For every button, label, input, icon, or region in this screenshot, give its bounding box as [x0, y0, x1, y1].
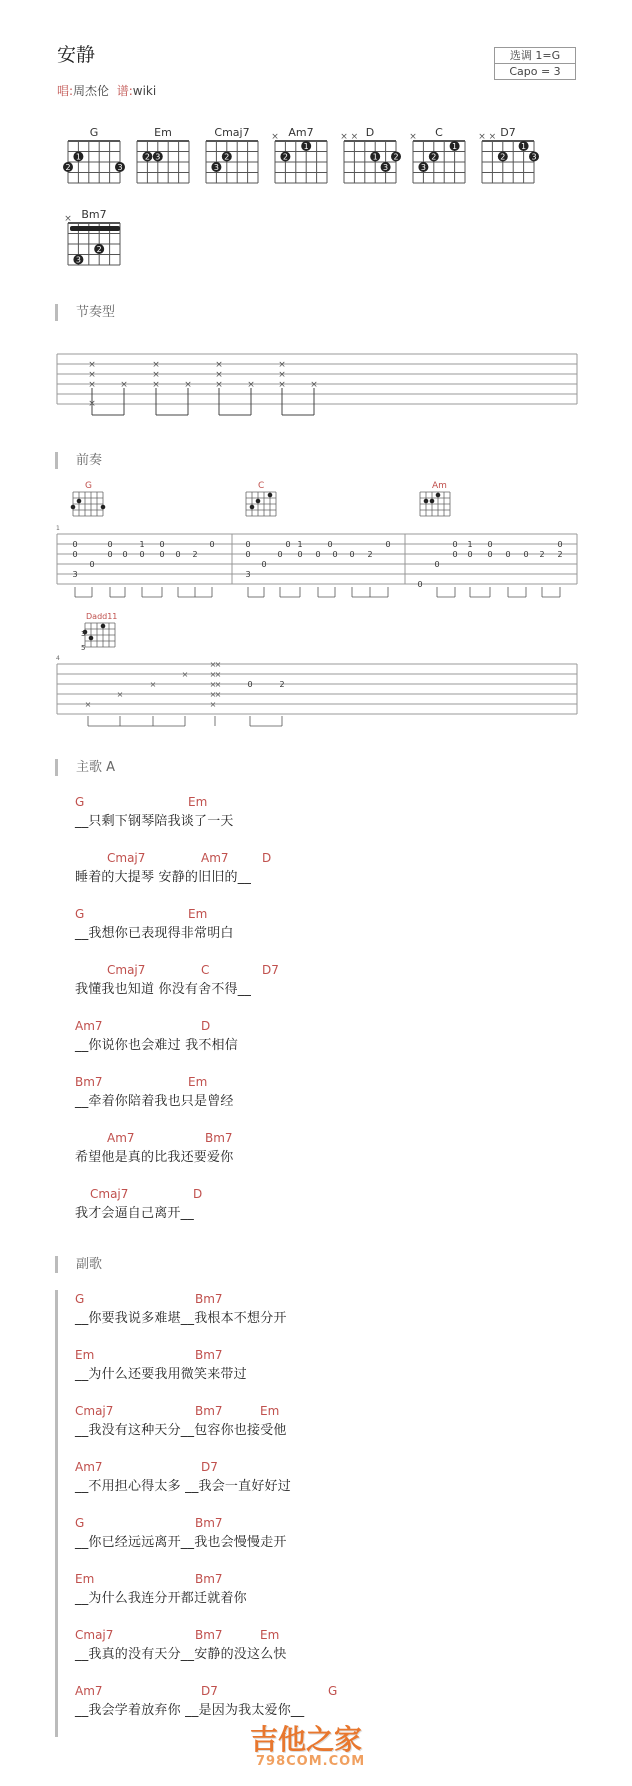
- intro-chord-am: Am: [432, 481, 447, 491]
- tab-note: 0: [159, 540, 165, 549]
- chord-label: G: [75, 907, 85, 921]
- tab-note: 0: [434, 560, 440, 569]
- chord-label: Cmaj7: [90, 1187, 129, 1201]
- tab-label: 谱:: [116, 84, 133, 98]
- tab-note: 0: [452, 550, 458, 559]
- chord-label: Bm7: [195, 1348, 223, 1362]
- chord-label: Am7: [201, 851, 229, 865]
- chorus-bar: [55, 1290, 58, 1737]
- strum-mark: ×: [209, 660, 217, 669]
- tab-note: 0: [89, 560, 95, 569]
- strum-mark: ×: [278, 360, 286, 370]
- chord-diagram-g: [63, 126, 125, 183]
- svg-text:×: ×: [488, 132, 497, 142]
- svg-text:2: 2: [224, 152, 230, 162]
- chord-label: Bm7: [195, 1628, 223, 1642]
- strum-mark: ×: [120, 380, 128, 390]
- chord-label: D: [262, 851, 272, 865]
- chord-label: D7: [201, 1684, 218, 1698]
- lyric-text: __牵着你陪着我也只是曾经: [75, 1094, 234, 1109]
- tab-note: 0: [327, 540, 333, 549]
- chorus-line: [75, 1516, 595, 1556]
- lyric-text: 我才会逼自己离开__: [75, 1206, 195, 1221]
- tab-note: 0: [122, 550, 128, 559]
- svg-text:2: 2: [500, 152, 506, 162]
- strum-mark: ×: [116, 690, 124, 699]
- strum-mark: ×: [215, 380, 223, 390]
- chord-label: G: [75, 795, 85, 809]
- key-capo-box: [494, 47, 576, 80]
- svg-text:×: ×: [409, 132, 417, 142]
- intro-chord-g: G: [85, 481, 92, 491]
- chorus-line: [75, 1292, 595, 1332]
- chord-label: G: [75, 1292, 85, 1306]
- strum-mark: ×: [209, 690, 217, 699]
- strum-mark: ×: [209, 680, 217, 689]
- dadd-fret-3: 3: [81, 630, 86, 638]
- chord-label: Cmaj7: [75, 1628, 114, 1642]
- tab-note: 0: [467, 550, 473, 559]
- tab-note: 1: [467, 540, 473, 549]
- tab-note: 0: [557, 540, 563, 549]
- chord-label: Em: [188, 907, 208, 921]
- strum-mark: ×: [215, 360, 223, 370]
- strum-mark: ×: [184, 380, 192, 390]
- rhythm-staff: [57, 354, 577, 404]
- singer-label: 唱:: [57, 84, 74, 98]
- tab-note: 0: [315, 550, 321, 559]
- strum-mark: ×: [214, 690, 222, 699]
- chord-label: C: [201, 963, 210, 977]
- dadd-fret-5: 5: [81, 644, 86, 652]
- tab-note: 0: [261, 560, 267, 569]
- intro-tab: [0, 478, 632, 734]
- strum-mark: ×: [149, 680, 157, 689]
- svg-text:3: 3: [155, 152, 161, 162]
- tab-note: 0: [385, 540, 391, 549]
- measure-number-1: 1: [56, 525, 60, 532]
- chord-label: Bm7: [195, 1516, 223, 1530]
- section-rhythm: 节奏型: [55, 304, 115, 321]
- chord-label: D: [201, 1019, 211, 1033]
- svg-text:1: 1: [303, 142, 309, 151]
- chorus-line: [75, 1404, 595, 1444]
- tab-note: 0: [349, 550, 355, 559]
- intro-staff-1: [57, 534, 577, 584]
- tab-note: 2: [557, 550, 563, 559]
- strum-mark: ×: [88, 380, 96, 390]
- lyric-text: __只剩下钢琴陪我谈了一天: [75, 814, 234, 829]
- song-title: 安静: [57, 44, 96, 66]
- strum-mark: ×: [84, 700, 92, 709]
- chord-label: D: [193, 1187, 203, 1201]
- tab-note: 0: [245, 550, 251, 559]
- lyric-text: __你要我说多难堪__我根本不想分开: [75, 1311, 287, 1326]
- tab-author: wiki: [132, 84, 157, 98]
- svg-text:2: 2: [393, 152, 399, 162]
- svg-text:1: 1: [75, 152, 81, 162]
- chord-label: G: [75, 1516, 85, 1530]
- tab-note: 1: [297, 540, 303, 549]
- tab-note: 2: [367, 550, 373, 559]
- chord-label: G: [328, 1684, 338, 1698]
- intro-chord-c: C: [258, 481, 265, 491]
- chord-label: Bm7: [195, 1404, 223, 1418]
- chord-label: Bm7: [195, 1292, 223, 1306]
- strum-mark: ×: [278, 370, 286, 380]
- lyric-text: __为什么还要我用微笑来带过: [75, 1367, 247, 1382]
- mini-chord-box: [71, 492, 106, 516]
- verse-line: [75, 1075, 595, 1115]
- key-label: 选调 1=G: [509, 49, 561, 62]
- tab-note: 2: [192, 550, 198, 559]
- chord-name: C: [435, 126, 443, 139]
- lyric-text: 希望他是真的比我还要爱你: [75, 1150, 234, 1165]
- chorus-line: [75, 1460, 595, 1500]
- svg-text:×: ×: [271, 132, 279, 142]
- strum-mark: ×: [215, 370, 223, 380]
- chord-diagram-bm7: [64, 208, 120, 265]
- site-watermark-logo: 吉他之家: [250, 1723, 363, 1756]
- section-intro: 前奏: [55, 452, 102, 469]
- svg-text:2: 2: [65, 163, 71, 172]
- svg-text:×: ×: [340, 132, 348, 142]
- chord-diagram-cmaj7: [206, 126, 258, 183]
- svg-text:3: 3: [75, 255, 81, 265]
- svg-text:3: 3: [213, 163, 219, 172]
- tab-note: 0: [159, 550, 165, 559]
- tab-note: 2: [279, 680, 285, 689]
- verse-line: [75, 1131, 595, 1171]
- svg-text:2: 2: [96, 245, 102, 254]
- chord-label: Em: [188, 1075, 208, 1089]
- strum-mark: ×: [247, 380, 255, 390]
- tab-note: 1: [139, 540, 145, 549]
- rhythm-tab: [0, 350, 632, 425]
- chord-name: D: [365, 126, 375, 139]
- chord-label: Cmaj7: [75, 1404, 114, 1418]
- chord-label: Cmaj7: [107, 963, 146, 977]
- svg-text:3: 3: [383, 163, 389, 172]
- chord-label: Am7: [107, 1131, 135, 1145]
- intro-staff-2: [57, 664, 577, 714]
- tab-note: 3: [72, 570, 78, 579]
- strum-mark: ×: [152, 380, 160, 390]
- lyric-text: __你已经远远离开__我也会慢慢走开: [75, 1535, 287, 1550]
- chord-diagram-am7: [271, 126, 327, 183]
- chord-label: Am7: [75, 1019, 103, 1033]
- song-meta: [57, 82, 156, 99]
- chord-name: Bm7: [81, 208, 107, 221]
- tab-note: 3: [245, 570, 251, 579]
- lyric-text: 我懂我也知道 你没有舍不得__: [75, 982, 252, 997]
- lyric-text: __我真的没有天分__安静的没这么快: [75, 1647, 287, 1662]
- verse-line: [75, 1187, 595, 1227]
- mini-chord-box: [83, 623, 115, 647]
- lyric-text: __我没有这种天分__包容你也接受他: [75, 1423, 287, 1438]
- lyric-text: __我会学着放弃你 __是因为我太爱你__: [75, 1703, 305, 1718]
- tab-note: 0: [107, 550, 113, 559]
- tab-note: 0: [297, 550, 303, 559]
- chord-label: Em: [75, 1572, 95, 1586]
- svg-text:3: 3: [420, 163, 426, 172]
- tab-note: 0: [417, 580, 423, 589]
- tab-note: 0: [245, 540, 251, 549]
- lyric-text: __你说你也会难过 我不相信: [75, 1038, 238, 1053]
- tab-note: 0: [247, 680, 253, 689]
- rhythm-strums: [88, 360, 318, 415]
- svg-text:×: ×: [64, 214, 72, 224]
- tab-note: 0: [487, 550, 493, 559]
- measure-number-4: 4: [56, 655, 60, 662]
- svg-text:1: 1: [372, 152, 378, 162]
- strum-mark: ×: [88, 399, 96, 409]
- lyric-text: __不用担心得太多 __我会一直好好过: [75, 1479, 291, 1494]
- svg-text:2: 2: [282, 152, 288, 162]
- verse-line: [75, 1019, 595, 1059]
- strum-mark: ×: [214, 670, 222, 679]
- chord-label: Bm7: [205, 1131, 233, 1145]
- strum-mark: ×: [278, 380, 286, 390]
- svg-text:2: 2: [144, 152, 150, 162]
- chord-label: Cmaj7: [107, 851, 146, 865]
- section-chorus: 副歌: [55, 1256, 102, 1273]
- svg-text:1: 1: [521, 142, 527, 151]
- lyric-text: __我想你已表现得非常明白: [75, 926, 234, 941]
- site-watermark-url: 798COM.COM: [256, 1754, 366, 1769]
- intro-chord-dadd11: Dadd11: [86, 612, 118, 621]
- lyric-text: 睡着的大提琴 安静的旧旧的__: [75, 870, 252, 885]
- tab-note: 0: [332, 550, 338, 559]
- verse-line: [75, 795, 595, 835]
- strum-mark: ×: [88, 360, 96, 370]
- chord-name: Am7: [288, 126, 314, 139]
- strum-mark: ×: [310, 380, 318, 390]
- verse-line: [75, 851, 595, 891]
- tab-note: 0: [452, 540, 458, 549]
- chord-diagram-d: [340, 126, 401, 183]
- strum-mark: ×: [88, 370, 96, 380]
- chord-label: Em: [188, 795, 208, 809]
- tab-note: 0: [285, 540, 291, 549]
- chorus-line: [75, 1628, 595, 1668]
- verse-line: [75, 907, 595, 947]
- svg-text:3: 3: [117, 163, 123, 172]
- svg-text:2: 2: [431, 152, 437, 162]
- chord-name: Cmaj7: [214, 126, 250, 139]
- chord-label: Bm7: [75, 1075, 103, 1089]
- chord-name: G: [89, 126, 99, 139]
- chord-label: Em: [260, 1404, 280, 1418]
- mini-chord-box: [246, 492, 276, 516]
- chord-name: Em: [154, 126, 172, 139]
- verse-line: [75, 963, 595, 1003]
- chorus-line: [75, 1348, 595, 1388]
- svg-text:1: 1: [452, 142, 458, 151]
- chord-label: Bm7: [195, 1572, 223, 1586]
- strum-mark: ×: [152, 370, 160, 380]
- tab-note: 0: [209, 540, 215, 549]
- capo-label: Capo = 3: [495, 63, 575, 79]
- chorus-line: [75, 1572, 595, 1612]
- tab-note: 0: [505, 550, 511, 559]
- tab-note: 0: [72, 540, 78, 549]
- chord-diagram-em: [137, 126, 189, 183]
- mini-chord-box: [420, 492, 450, 516]
- svg-text:×: ×: [478, 132, 486, 142]
- chord-label: Em: [260, 1628, 280, 1642]
- tab-note: 0: [72, 550, 78, 559]
- singer-name: 周杰伦: [73, 84, 110, 98]
- lyric-text: __为什么我连分开都迁就着你: [75, 1591, 247, 1606]
- tab-note: 0: [175, 550, 181, 559]
- chord-label: Em: [75, 1348, 95, 1362]
- chord-label: D7: [201, 1460, 218, 1474]
- strum-mark: ×: [209, 700, 217, 709]
- chord-label: Am7: [75, 1460, 103, 1474]
- strum-mark: ×: [209, 670, 217, 679]
- chord-diagram-d7: [478, 126, 539, 183]
- chord-name: D7: [500, 126, 516, 139]
- tab-note: 2: [539, 550, 545, 559]
- svg-text:3: 3: [531, 152, 537, 162]
- chord-diagrams: [0, 120, 632, 280]
- tab-note: 0: [139, 550, 145, 559]
- strum-mark: ×: [152, 360, 160, 370]
- chord-label: Am7: [75, 1684, 103, 1698]
- tab-note: 0: [107, 540, 113, 549]
- strum-mark: ×: [214, 680, 222, 689]
- chord-label: D7: [262, 963, 279, 977]
- section-verse: 主歌 A: [55, 759, 115, 776]
- svg-text:×: ×: [350, 132, 359, 142]
- strum-mark: ×: [181, 670, 189, 679]
- strum-mark: ×: [214, 660, 222, 669]
- tab-note: 0: [487, 540, 493, 549]
- chord-diagram-c: [409, 126, 465, 183]
- tab-note: 0: [277, 550, 283, 559]
- tab-note: 0: [523, 550, 529, 559]
